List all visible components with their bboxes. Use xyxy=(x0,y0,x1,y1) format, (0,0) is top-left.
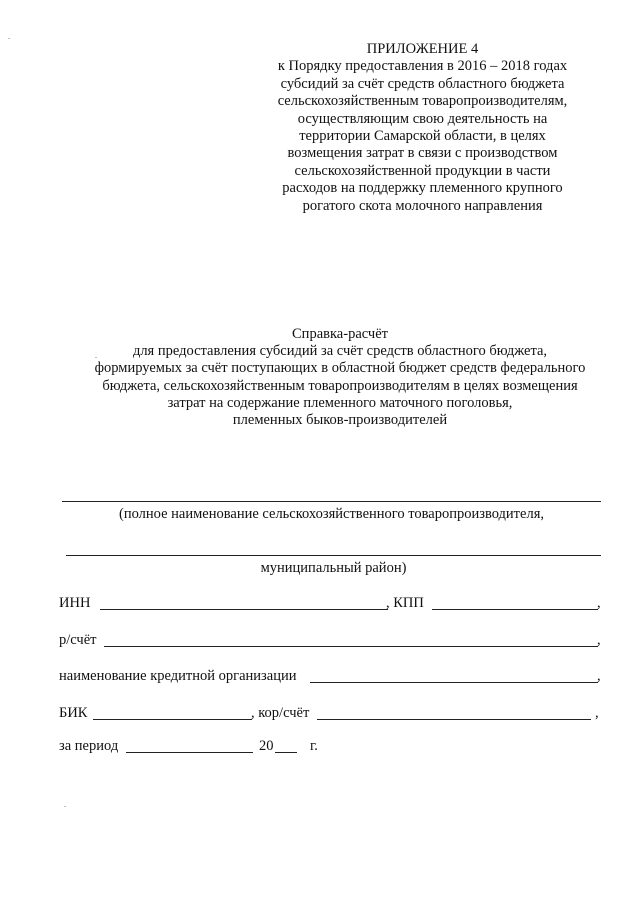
comma: , xyxy=(597,595,601,611)
inn-label: ИНН xyxy=(59,595,91,611)
inn-kpp-row xyxy=(59,595,604,613)
scan-speck xyxy=(8,38,10,39)
inn-field[interactable] xyxy=(100,609,388,610)
kpp-label: , КПП xyxy=(386,595,424,611)
bank-row xyxy=(59,668,604,686)
account-row xyxy=(59,632,604,650)
producer-name-blank-line[interactable] xyxy=(62,501,601,502)
district-caption: муниципальный район) xyxy=(260,560,407,576)
comma: , xyxy=(597,632,601,648)
appendix-line: расходов на поддержку племенного крупного xyxy=(282,180,563,197)
comma: , xyxy=(597,668,601,684)
period-field[interactable] xyxy=(126,752,253,753)
year-field[interactable] xyxy=(275,752,297,753)
bank-field[interactable] xyxy=(310,682,598,683)
kpp-field[interactable] xyxy=(432,609,598,610)
document-title xyxy=(60,326,620,429)
bik-label: БИК xyxy=(59,705,88,721)
account-label: р/счёт xyxy=(59,632,97,648)
appendix-line: к Порядку предоставления в 2016 – 2018 годах xyxy=(277,58,568,75)
scan-speck xyxy=(95,357,97,358)
appendix-line: возмещения затрат в связи с производством xyxy=(287,145,558,162)
account-field[interactable] xyxy=(104,646,598,647)
appendix-line: территории Самарской области, в целях xyxy=(299,128,546,145)
appendix-title: ПРИЛОЖЕНИЕ 4 xyxy=(366,41,479,57)
appendix-line: сельскохозяйственной продукции в части xyxy=(294,162,551,179)
period-label: за период xyxy=(59,738,119,754)
appendix-line: рогатого скота молочного направления xyxy=(302,197,543,214)
appendix-line: сельскохозяйственным товаропроизводителям, xyxy=(277,93,568,110)
bik-row xyxy=(59,705,604,723)
title-line: формируемых за счёт поступающих в областной бюджет средств федерального xyxy=(94,360,586,377)
producer-name-caption: (полное наименование сельскохозяйственного товаропроизводителя, xyxy=(119,506,544,522)
year-suffix: г. xyxy=(310,738,318,754)
appendix-header xyxy=(250,41,595,215)
corr-account-label: , кор/счёт xyxy=(251,705,310,721)
comma: , xyxy=(595,705,599,721)
appendix-line: субсидий за счёт средств областного бюджета xyxy=(280,75,565,92)
appendix-line: осуществляющим свою деятельность на xyxy=(297,110,548,127)
title-line: племенных быков-производителей xyxy=(232,412,448,429)
title-line: для предоставления субсидий за счёт средств областного бюджета, xyxy=(132,343,548,360)
bank-label: наименование кредитной организации xyxy=(59,668,297,684)
district-blank-line[interactable] xyxy=(66,555,601,556)
title-line: затрат на содержание племенного маточного поголовья, xyxy=(167,394,513,411)
title-line: бюджета, сельскохозяйственным товаропроизводителям в целях возмещения xyxy=(102,377,578,394)
period-row xyxy=(59,738,359,756)
year-prefix: 20 xyxy=(259,738,274,754)
corr-account-field[interactable] xyxy=(317,719,591,720)
title-heading: Справка-расчёт xyxy=(292,326,388,342)
bik-field[interactable] xyxy=(93,719,252,720)
scan-speck xyxy=(64,806,66,807)
